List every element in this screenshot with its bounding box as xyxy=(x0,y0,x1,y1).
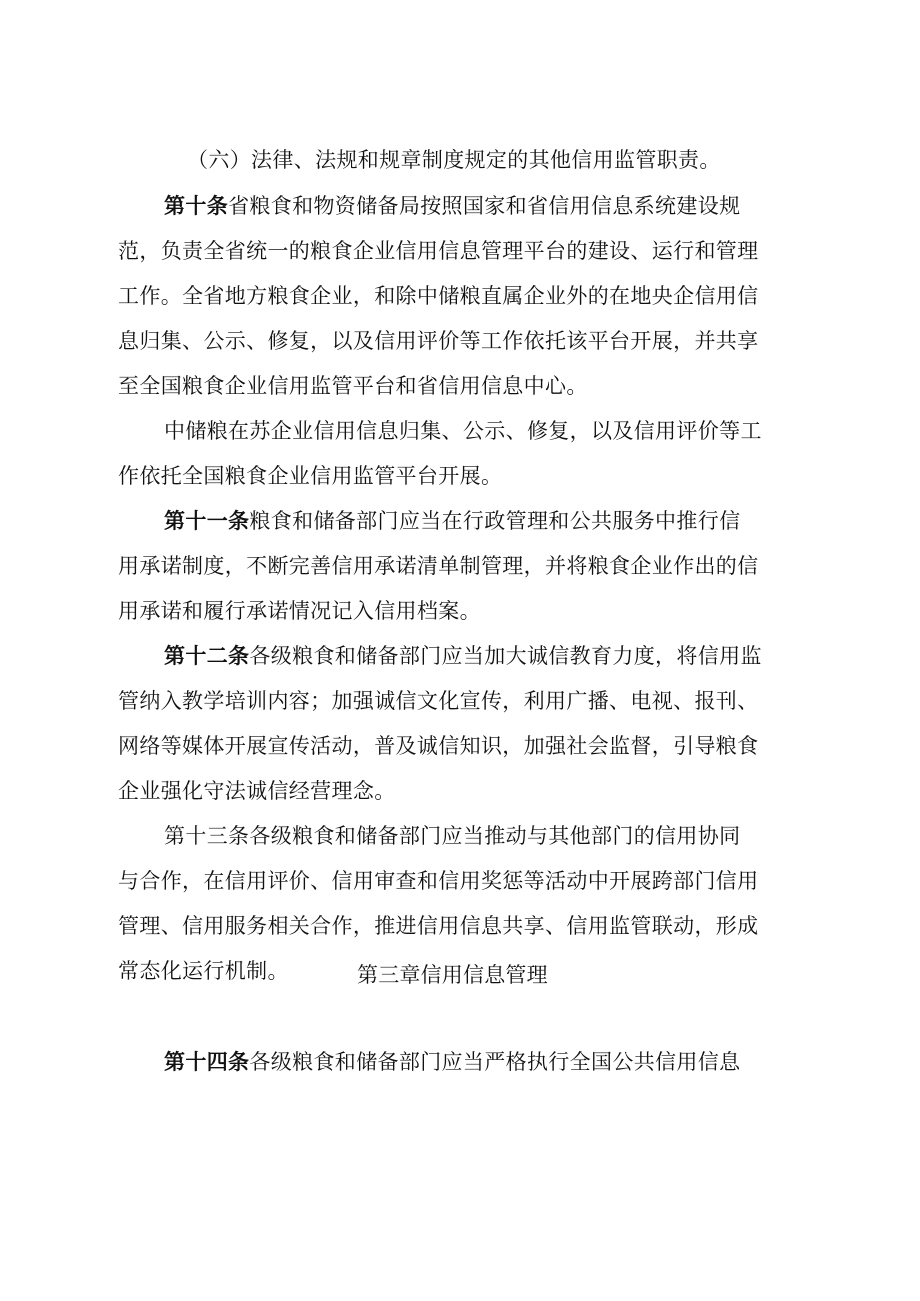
paragraph-text: 省粮食和物资储备局按照国家和省信用信息系统建设规 xyxy=(228,194,741,218)
paragraph-line: （六）法律、法规和规章制度规定的其他信用监管职责。 xyxy=(187,148,721,172)
article-11-line xyxy=(164,506,740,536)
paragraph-text: 粮食和储备部门应当在行政管理和公共服务中推行信 xyxy=(249,509,741,533)
paragraph-line: 第十三条各级粮食和储备部门应当推动与其他部门的信用协同 xyxy=(164,824,741,848)
paragraph-line: 范，负责全省统一的粮食企业信用信息管理平台的建设、运行和管理 xyxy=(118,239,759,263)
paragraph-line: 工作。全省地方粮食企业，和除中储粮直属企业外的在地央企信用信 xyxy=(118,284,759,308)
paragraph-line: 作依托全国粮食企业信用监管平台开展。 xyxy=(118,464,503,488)
chapter-heading: 第三章信用信息管理 xyxy=(357,963,548,987)
paragraph-line: 管纳入教学培训内容；加强诚信文化宣传，利用广播、电视、报刊、 xyxy=(118,689,759,713)
paragraph-text: 各级粮食和储备部门应当加大诚信教育力度，将信用监 xyxy=(249,644,762,668)
paragraph-line: 常态化运行机制。 xyxy=(118,959,289,983)
article-14-line xyxy=(164,1047,740,1077)
paragraph-line: 至全国粮食企业信用监管平台和省信用信息中心。 xyxy=(118,374,588,398)
paragraph-line: 与合作，在信用评价、信用审查和信用奖惩等活动中开展跨部门信用 xyxy=(118,869,759,893)
paragraph-line: 中储粮在苏企业信用信息归集、公示、修复，以及信用评价等工 xyxy=(164,419,762,443)
article-label: 第十条 xyxy=(164,194,229,218)
article-label: 第十四条 xyxy=(164,1050,250,1074)
paragraph-text: 各级粮食和储备部门应当严格执行全国公共信用信息 xyxy=(249,1050,741,1074)
article-10-line xyxy=(164,191,740,221)
paragraph-line: 用承诺和履行承诺情况记入信用档案。 xyxy=(118,599,481,623)
article-label: 第十二条 xyxy=(164,644,250,668)
paragraph-line: 管理、信用服务相关合作，推进信用信息共享、信用监管联动，形成 xyxy=(118,914,759,938)
paragraph-line: 网络等媒体开展宣传活动，普及诚信知识，加强社会监督，引导粮食 xyxy=(118,734,759,758)
paragraph-line: 用承诺制度，不断完善信用承诺清单制管理，并将粮食企业作出的信 xyxy=(118,554,759,578)
paragraph-line: 企业强化守法诚信经营理念。 xyxy=(118,779,396,803)
paragraph-line: 息归集、公示、修复，以及信用评价等工作依托该平台开展，并共享 xyxy=(118,329,759,353)
article-12-line xyxy=(164,641,762,671)
article-label: 第十一条 xyxy=(164,509,250,533)
